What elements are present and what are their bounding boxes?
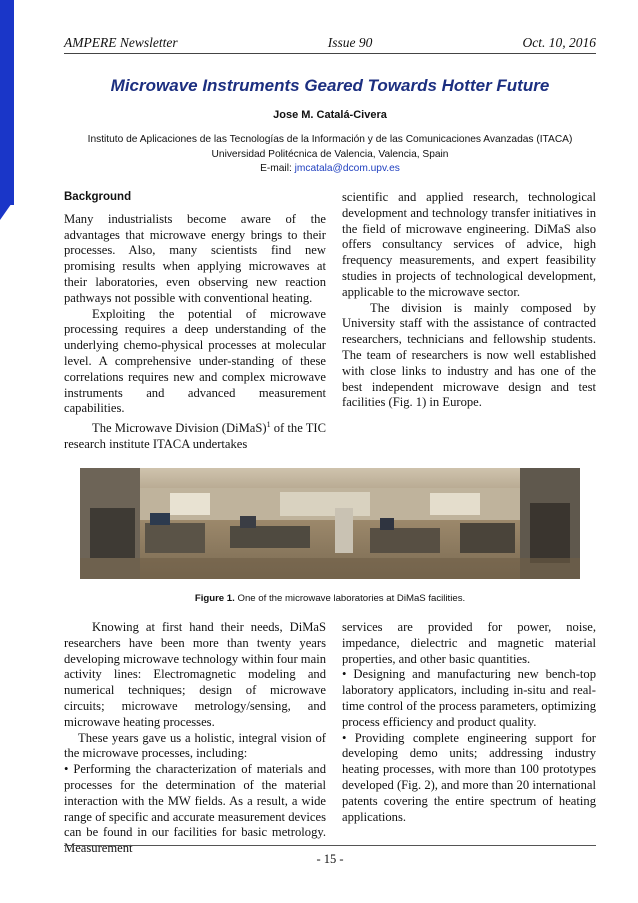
column-3	[64, 620, 326, 857]
affiliation-university: Universidad Politécnica de Valencia, Valencia, Spain	[211, 148, 449, 160]
page-number: - 15 -	[316, 852, 344, 866]
article-title: Microwave Instruments Geared Towards Hotter Future	[110, 76, 550, 95]
paragraph: The division is mainly composed by University staff with the assistance of contracted researchers, technicians and fellowship students. The team of researchers is now well established with close links to industry and has one of the best independent microwave design and test facilities (Fig. 1) in Europe.	[342, 300, 596, 410]
bullet-item: • Performing the characterization of materials and processes for the determination of the material interaction with the MW fields. As a result, a wide range of specific and accurate measurement devices can be found in our facilities for basic metrology. Measurement	[64, 762, 326, 856]
paragraph: services are provided for power, noise, impedance, dielectric and magnetic material properties, and other basic quantities.	[342, 620, 596, 666]
figure-caption-text: One of the microwave laboratories at DiMaS facilities.	[234, 593, 466, 604]
figure-caption	[64, 593, 596, 604]
article-author: Jose M. Catalá-Civera	[273, 109, 387, 121]
paragraph: scientific and applied research, technological development and technology transfer initiatives in the field of microwave engineering. DiMaS also offers consultancy services of advice, high frequency measurements, and expert feasibility studies in projects of technological development, applicable to the microwave sector.	[342, 190, 596, 299]
paragraph: Exploiting the potential of microwave processing requires a deep understanding of the underlying chemo-physical processes at molecular level. A comprehensive under-standing of these correlations requires new and complex microwave instruments and advanced measurement capabilities.	[64, 306, 326, 416]
issue-number: Issue 90	[327, 35, 373, 50]
paragraph	[64, 417, 326, 453]
author-affiliation	[64, 133, 596, 177]
lab-photo	[80, 468, 580, 579]
bullet-item: • Providing complete engineering support for developing demo units; addressing industry heating processes, with more than 100 prototypes developed (Fig. 2), and more than 20 international patents covering the entire spectrum of heating applications.	[342, 730, 596, 824]
bullet-item: • Designing and manufacturing new bench-top laboratory applicators, including in-situ and real-time control of the process parameters, optimizing process efficiency and product quality.	[342, 667, 596, 729]
issue-date: Oct. 10, 2016	[522, 35, 596, 50]
paragraph: Many industrialists become aware of the advantages that microwave energy brings to their processes. Also, many scientists find new promising results when applying microwaves at their laboratories, even observing new reaction pathways not possible with conventional heating.	[64, 211, 326, 305]
accent-bar	[0, 0, 14, 205]
footer-divider	[64, 845, 596, 846]
affiliation-email-line	[64, 162, 596, 177]
figure-label: Figure 1.	[194, 593, 235, 604]
email-link[interactable]: jmcatala@dcom.upv.es	[294, 163, 400, 174]
column-4	[342, 620, 596, 825]
column-2	[342, 190, 596, 411]
paragraph: Knowing at first hand their needs, DiMaS researchers have been more than twenty years developing microwave technology within four main activity lines: Electromagnetic modeling and numerical techniques; design of microwave circuits; microwave metrology/sensing, and microwave heating processes.	[64, 620, 326, 729]
page-header	[64, 35, 596, 51]
email-label: E-mail:	[260, 163, 295, 174]
affiliation-institute: Instituto de Aplicaciones de las Tecnologías de la Información y de las Comunicaciones Avanzadas (ITACA)	[87, 134, 573, 145]
column-1	[64, 190, 326, 453]
newsletter-name: AMPERE Newsletter	[64, 35, 178, 50]
paragraph-text: The Microwave Division (DiMaS)	[92, 421, 267, 436]
footnote-ref: 1	[266, 420, 271, 430]
paragraph-text: of the TIC research institute ITACA undertakes	[64, 421, 326, 452]
header-divider	[64, 53, 596, 54]
section-heading: Background	[64, 191, 132, 203]
paragraph: These years gave us a holistic, integral vision of the microwave processes, including:	[64, 730, 326, 761]
